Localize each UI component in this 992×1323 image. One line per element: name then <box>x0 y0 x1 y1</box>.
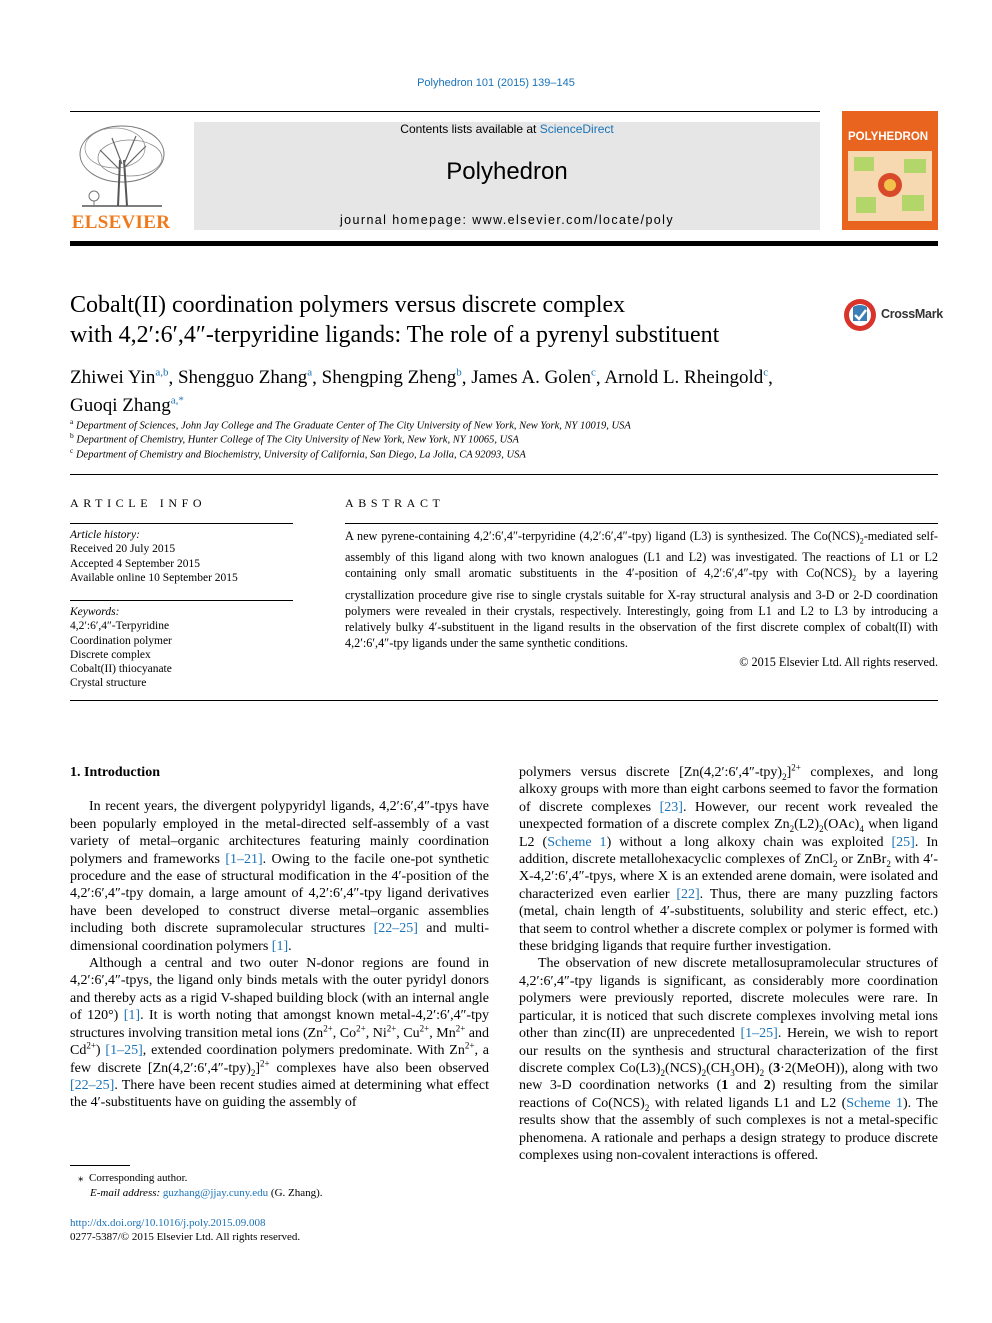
scheme-link[interactable]: Scheme 1 <box>547 834 607 850</box>
email-link[interactable]: guzhang@jjay.cuny.edu <box>162 1187 269 1199</box>
corresponding-footnote: ⁎ Corresponding author. <box>78 1172 188 1184</box>
abstract-text: A new pyrene-containing 4,2′:6′,4″-terpyridine (4,2′:6′,4″-tpy) ligand (L3) is synthesized. The $Co(NCS)_2$-mediated self-assembly of this ligand along with two known analogues (L1 and L2) was investigated. The reactions of L1 or L2 containing only small aromatic substituents in the 4′-position of 4,2′:6′,4″-tpy with $Co(NCS)_2$ by a layering crystallization procedure give rise to single crystals suitable for X-ray structural analysis and 3-D or 2-D coordination polymers were revealed in their crystals, respectively. Interestingly, going from L1 and L2 to L3 by introducing a relatively bulky 4′-substituent in the ligand results in the observation of the first discrete complex of cobalt(II) with 4,2′:6′,4″-tpy ligands under the same synthetic conditions. <box>345 529 938 650</box>
body-column-left <box>70 764 489 1112</box>
crossmark-label: CrossMark <box>881 307 943 321</box>
section-heading: 1. Introduction <box>70 765 160 780</box>
paragraph: In recent years, the divergent polypyridyl ligands, 4,2′:6′,4″-tpys have been popularly employed in the metal-directed self-assembly of a vast variety of metal–organic architectures featuring mainly coordination polymers and frameworks [1–21]. Owing to the facile one-pot synthetic procedure and the ease of structural modification in the 4′-position of the 4,2′:6′,4″-tpy domain, a large amount of 4,2′:6′,4″-tpy ligand derivatives have been developed to construct diverse metal–organic assemblies including both discrete supramolecular structures [22–25] and multi-dimensional coordination polymers [1]. <box>70 799 490 954</box>
elsevier-tree-icon <box>70 120 172 212</box>
body-column-right <box>519 764 938 1164</box>
article-title: Cobalt(II) coordination polymers versus discrete complex with 4,2′:6′,4″-terpyridine ligands: The role of a pyrenyl substituent <box>70 292 720 348</box>
reference-link[interactable]: [1–25] <box>740 1026 778 1042</box>
journal-cover[interactable] <box>842 111 938 230</box>
journal-homepage[interactable]: journal homepage: www.elsevier.com/locate/poly <box>340 213 674 227</box>
reference-link[interactable]: [1] <box>271 938 289 954</box>
abstract-rule <box>345 523 938 524</box>
author[interactable]: Arnold L. Rheingold$^c$ <box>604 367 769 389</box>
paragraph: Although a central and two outer N-donor regions are found in 4,2′:6′,4″-tpys, the ligand only binds metals with the outer pyridyl donors and thereby acts as a rigid V-shaped building block (with an internal angle of 120°) [1]. It is worth noting that amongst known metal-4,2′:6′,4″-tpy structures involving transition metal ions ($Zn^{2+}$, $Co^{2+}$, $Ni^{2+}$, $Cu^{2+}$, $Mn^{2+}$ and $Cd^{2+}$) [1–25], extended coordination polymers predominate. With $Zn^{2+}$, a few discrete $[Zn(4,2':6',4''-tpy)_2]^{2+}$ complexes have also been observed [22–25]. There have been recent studies aimed at determining what effect the 4′-substituents have on guiding the assembly of <box>70 956 490 1111</box>
reference-link[interactable]: [23] <box>659 799 683 815</box>
header-thick-rule <box>70 241 938 246</box>
reference-link[interactable]: [25] <box>891 834 915 850</box>
abstract-copyright: © 2015 Elsevier Ltd. All rights reserved. <box>739 655 938 669</box>
contents-line: Contents lists available at ScienceDirect <box>400 122 614 136</box>
footnote-rule <box>70 1165 130 1166</box>
author[interactable]: James A. Golen$^c$ <box>471 367 596 389</box>
abstract-heading: ABSTRACT <box>345 496 445 510</box>
reference-link[interactable]: [22–25] <box>373 921 418 937</box>
author[interactable]: Shengguo Zhang$^a$ <box>177 367 313 389</box>
crossmark-badge[interactable] <box>843 297 943 333</box>
cover-image <box>848 151 932 221</box>
reference-link[interactable]: [22] <box>676 886 700 902</box>
scheme-link[interactable]: Scheme 1 <box>846 1095 903 1111</box>
article-info-rule <box>70 523 293 524</box>
journal-title: Polyhedron <box>446 158 568 185</box>
author[interactable]: Zhiwei Yin$^{a,b}$ <box>70 367 169 389</box>
crossmark-icon <box>843 297 877 333</box>
affiliation: $^c$ Department of Chemistry and Biochemistry, University of California, San Diego, La Jolla, CA 92093, USA <box>70 446 526 461</box>
article-info-heading: ARTICLE INFO <box>70 496 207 510</box>
elsevier-wordmark: ELSEVIER <box>71 212 171 233</box>
reference-link[interactable]: [1–25] <box>105 1043 143 1059</box>
abstract-bottom-rule <box>70 700 938 701</box>
author-list: Zhiwei Yin$^{a,b}$, Shengguo Zhang$^a$, Shengping Zheng$^b$, James A. Golen$^c$, Arnold L. Rheingold$^c$, Guoqi Zhang$^{a,*}$ <box>70 367 773 416</box>
author[interactable]: Guoqi Zhang$^{a,*}$ <box>70 394 184 416</box>
article-history: Article history: Received 20 July 2015 Accepted 4 September 2015 Available online 10 September 2015 <box>70 529 238 584</box>
affiliation: $^a$ Department of Sciences, John Jay College and The Graduate Center of The City University of New York, New York, NY 10019, USA <box>70 417 631 432</box>
cover-title: POLYHEDRON <box>848 131 929 143</box>
sciencedirect-link[interactable]: ScienceDirect <box>539 122 614 136</box>
elsevier-logo[interactable] <box>70 120 172 233</box>
author[interactable]: Shengping Zheng$^b$ <box>321 367 462 389</box>
header-rule <box>70 111 820 112</box>
affiliation: $^b$ Department of Chemistry, Hunter College of The City University of New York, New York, NY 10065, USA <box>70 431 519 446</box>
reference-link[interactable]: [1] <box>123 1008 141 1024</box>
journal-banner <box>194 122 820 230</box>
doi-link[interactable]: http://dx.doi.org/10.1016/j.poly.2015.09.008 <box>70 1217 266 1229</box>
reference-link[interactable]: [1–21] <box>225 851 263 867</box>
affiliation-rule <box>70 474 938 475</box>
keywords-rule <box>70 600 293 601</box>
paragraph: polymers versus discrete $[Zn(4,2':6',4''-tpy)_2]^{2+}$ complexes, and long alkoxy groups with more than eight carbons seemed to favor the formation of discrete complexes [23]. However, our recent work revealed the unexpected formation of a discrete complex $Zn_2(L2)_2(OAc)_4$ when ligand L2 (Scheme 1) without a long alkoxy chain was exploited [25]. In addition, discrete metallohexacyclic complexes of ZnCl$_2$ or ZnBr$_2$ with 4′-X-4,2′:6′,4″-tpys, where X is an extended arene domain, were isolated and characterized even earlier [22]. Thus, there are many puzzling factors (metal, chain length of 4′-substituents, solubility and steric effect, etc.) that seem to control whether a discrete complex or polymer is formed with these bridging ligands that require further investigation. <box>519 762 939 955</box>
reference-link[interactable]: [22–25] <box>70 1077 115 1093</box>
paragraph: The observation of new discrete metallosupramolecular structures of 4,2′:6′,4″-tpy ligands is significant, as considerably more coordination polymers were previously reported, discrete molecules were rare. In particular, it is noticed that such discrete complexes involving metal ions other than zinc(II) are unprecedented [1–25]. Herein, we wish to report our results on the synthesis and structural characterization of the first discrete complex $Co(L3)_2(NCS)_2(CH_3OH)_2$ (3·2(MeOH)), along with two new 3-D coordination networks (1 and 2) resulting from the similar reactions of $Co(NCS)_2$ with related ligands L1 and L2 (Scheme 1). The results show that the assembly of such complexes is not a metal-specific phenomena. A rationale and perhaps a design strategy to produce discrete complexes using non-covalent interactions is offered. <box>519 956 939 1163</box>
email-footnote: E-mail address: guzhang@jjay.cuny.edu (G. Zhang). <box>90 1187 323 1199</box>
keywords: Keywords: 4,2′:6′,4″-Terpyridine Coordination polymer Discrete complex Cobalt(II) thiocyanate Crystal structure <box>70 606 172 690</box>
issn-copyright: 0277-5387/© 2015 Elsevier Ltd. All rights reserved. <box>70 1231 301 1243</box>
journal-citation[interactable]: Polyhedron 101 (2015) 139–145 <box>417 77 575 89</box>
